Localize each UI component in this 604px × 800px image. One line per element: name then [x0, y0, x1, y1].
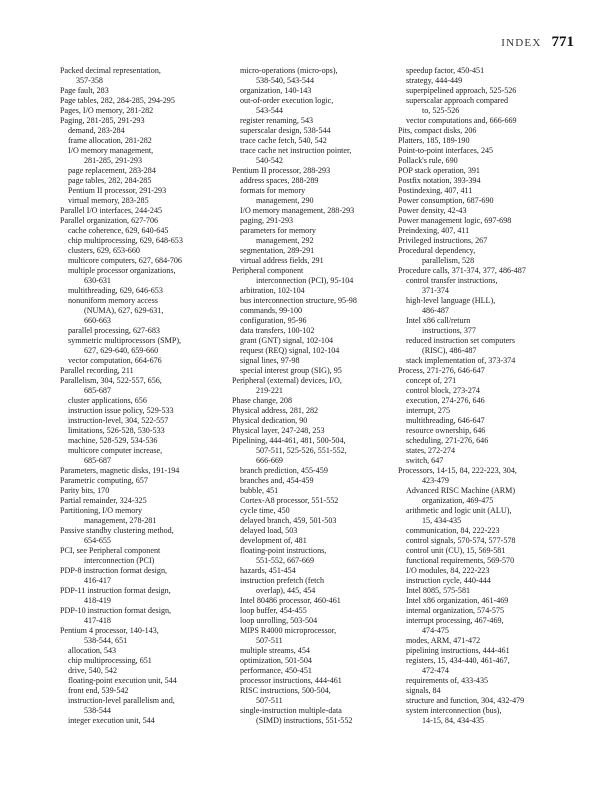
index-entry: Phase change, 208: [232, 396, 293, 405]
index-entry: chip multiprocessing, 629, 648-653: [68, 236, 183, 245]
index-entry: Parametric computing, 657: [60, 476, 148, 485]
index-entry: 14-15, 84, 434-435: [422, 716, 485, 725]
index-entry: superscalar design, 538-544: [240, 126, 331, 135]
index-entry: Parallelism, 304, 522-557, 656,: [60, 376, 162, 385]
index-entry: 660-663: [84, 316, 111, 325]
index-entry: 654-655: [84, 536, 111, 545]
index-entry: integer execution unit, 544: [68, 716, 155, 725]
index-entry: chip multiprocessing, 651: [68, 656, 152, 665]
index-entry: 219-221: [256, 386, 283, 395]
index-entry: frame allocation, 281-282: [68, 136, 152, 145]
index-entry: arithmetic and logic unit (ALU),: [406, 506, 512, 515]
index-entry: trace cache fetch, 540, 542: [240, 136, 327, 145]
index-entry: control transfer instructions,: [406, 276, 498, 285]
index-entry: delayed load, 503: [240, 526, 298, 535]
index-entry: Procedure calls, 371-374, 377, 486-487: [398, 266, 526, 275]
index-entry: organization, 469-475: [422, 496, 494, 505]
index-entry: cycle time, 450: [240, 506, 290, 515]
page-header: [501, 34, 574, 51]
index-entry: Physical dedication, 90: [232, 416, 308, 425]
index-entry: Pentium II processor, 291-293: [68, 186, 167, 195]
index-entry: system interconnection (bus),: [406, 706, 502, 715]
index-entry: MIPS R4000 microprocessor,: [240, 626, 337, 635]
index-entry: interrupt processing, 467-469,: [406, 616, 504, 625]
index-entry: branches and, 454-459: [240, 476, 314, 485]
index-entry: demand, 283-284: [68, 126, 125, 135]
index-entry: bus interconnection structure, 95-98: [240, 296, 357, 305]
index-entry: high-level language (HLL),: [406, 296, 496, 305]
index-entry: drive, 540, 542: [68, 666, 118, 675]
index-entry: virtual memory, 283-285: [68, 196, 149, 205]
index-entry: 281-285, 291-293: [84, 156, 142, 165]
index-entry: Processors, 14-15, 84, 222-223, 304,: [398, 466, 517, 475]
index-entry: instruction issue policy, 529-533: [68, 406, 174, 415]
index-entry: execution, 274-276, 646: [406, 396, 485, 405]
index-entry: reduced instruction set computers: [406, 336, 516, 345]
index-entry: Power consumption, 687-690: [398, 196, 494, 205]
index-entry: communication, 84, 222-223: [406, 526, 500, 535]
index-entry: concept of, 271: [406, 376, 457, 385]
index-entry: Passive standby clustering method,: [60, 526, 174, 535]
index-entry: Intel x86 organization, 461-469: [406, 596, 509, 605]
index-entry: I/O memory management,: [68, 146, 154, 155]
index-entry: floating-point instructions,: [240, 546, 327, 555]
index-entry: vector computations and, 666-669: [406, 116, 517, 125]
index-entry: register renaming, 543: [240, 116, 314, 125]
index-entry: Procedural dependency,: [398, 246, 476, 255]
index-entry: control unit (CU), 15, 569-581: [406, 546, 506, 555]
index-column-3: [398, 66, 574, 726]
index-entry: 538-540, 543-544: [256, 76, 314, 85]
index-entry: superscalar approach compared: [406, 96, 509, 105]
index-entry: page tables, 282, 284-285: [68, 176, 152, 185]
index-entry: resource ownership, 646: [406, 426, 486, 435]
index-entry: interconnection (PCI), 95-104: [256, 276, 354, 285]
index-entry: micro-operations (micro-ops),: [240, 66, 338, 75]
index-entry: multithreading, 646-647: [406, 416, 485, 425]
index-entry: Partitioning, I/O memory: [60, 506, 143, 515]
index-entry: pipelining instructions, 444-461: [406, 646, 510, 655]
index-entry: PDP-11 instruction format design,: [60, 586, 171, 595]
index-entry: structure and function, 304, 432-479: [406, 696, 525, 705]
index-entry: (NUMA), 627, 629-631,: [84, 306, 164, 315]
index-entry: branch prediction, 455-459: [240, 466, 328, 475]
index-entry: Process, 271-276, 646-647: [398, 366, 485, 375]
page-number: 771: [551, 34, 574, 50]
index-entry: Peripheral (external) devices, I/O,: [232, 376, 342, 385]
index-entry: Parameters, magnetic disks, 191-194: [60, 466, 180, 475]
index-entry: Postfix notation, 393-394: [398, 176, 481, 185]
index-entry: cluster applications, 656: [68, 396, 147, 405]
index-entry: 371-374: [422, 286, 449, 295]
index-entry: delayed branch, 459, 501-503: [240, 516, 337, 525]
index-entry: address spaces, 288-289: [240, 176, 319, 185]
index-entry: loop buffer, 454-455: [240, 606, 307, 615]
index-entry: strategy, 444-449: [406, 76, 463, 85]
index-entry: Power management logic, 697-698: [398, 216, 512, 225]
index-entry: 474-475: [422, 626, 449, 635]
index-entry: internal organization, 574-575: [406, 606, 505, 615]
index-column-2: [232, 66, 404, 726]
index-entry: Preindexing, 407, 411: [398, 226, 470, 235]
index-entry: allocation, 543: [68, 646, 117, 655]
index-entry: 507-511: [256, 636, 283, 645]
index-entry: 685-687: [84, 386, 111, 395]
index-entry: machine, 528-529, 534-536: [68, 436, 158, 445]
index-entry: Privileged instructions, 267: [398, 236, 488, 245]
index-entry: functional requirements, 569-570: [406, 556, 515, 565]
index-entry: Platters, 185, 189-190: [398, 136, 470, 145]
index-entry: requirements of, 433-435: [406, 676, 489, 685]
index-entry: nonuniform memory access: [68, 296, 158, 305]
index-entry: multicore computers, 627, 684-706: [68, 256, 182, 265]
index-entry: 423-479: [422, 476, 449, 485]
index-entry: superpipelined approach, 525-526: [406, 86, 517, 95]
index-entry: 486-487: [422, 306, 449, 315]
index-entry: to, 525-526: [422, 106, 460, 115]
index-entry: hazards, 451-454: [240, 566, 296, 575]
index-entry: parallel processing, 627-683: [68, 326, 160, 335]
index-entry: instruction-level, 304, 522-557: [68, 416, 169, 425]
index-entry: Parallel organization, 627-706: [60, 216, 159, 225]
index-column-1: [60, 66, 230, 726]
index-entry: PDP-8 instruction format design,: [60, 566, 168, 575]
index-entry: formats for memory: [240, 186, 306, 195]
index-entry: front end, 539-542: [68, 686, 129, 695]
index-entry: Peripheral component: [232, 266, 304, 275]
index-entry: virtual address fields, 291: [240, 256, 324, 265]
index-entry: interrupt, 275: [406, 406, 451, 415]
index-entry: 685-687: [84, 456, 111, 465]
index-entry: speedup factor, 450-451: [406, 66, 485, 75]
index-entry: configuration, 95-96: [240, 316, 307, 325]
index-entry: Pipelining, 444-461, 481, 500-504,: [232, 436, 346, 445]
index-entry: 417-418: [84, 616, 111, 625]
index-entry: development of, 481: [240, 536, 307, 545]
index-entry: Page fault, 283: [60, 86, 109, 95]
index-entry: grant (GNT) signal, 102-104: [240, 336, 334, 345]
index-entry: Partial remainder, 324-325: [60, 496, 147, 505]
index-entry: 15, 434-435: [422, 516, 462, 525]
index-entry: single-instruction multiple-data: [240, 706, 342, 715]
index-entry: Page tables, 282, 284-285, 294-295: [60, 96, 175, 105]
index-entry: Pollack's rule, 690: [398, 156, 458, 165]
index-entry: symmetric multiprocessors (SMP),: [68, 336, 182, 345]
index-entry: Pentium 4 processor, 140-143,: [60, 626, 159, 635]
index-entry: stack implementation of, 373-374: [406, 356, 516, 365]
index-entry: 538-544, 651: [84, 636, 128, 645]
index-entry: page replacement, 283-284: [68, 166, 156, 175]
index-entry: I/O memory management, 288-293: [240, 206, 355, 215]
index-entry: switch, 647: [406, 456, 444, 465]
index-entry: Postindexing, 407, 411: [398, 186, 473, 195]
index-entry: registers, 15, 434-440, 461-467,: [406, 656, 510, 665]
index-entry: 418-419: [84, 596, 111, 605]
index-entry: instruction-level parallelism and,: [68, 696, 175, 705]
index-entry: commands, 99-100: [240, 306, 303, 315]
index-entry: control signals, 570-574, 577-578: [406, 536, 516, 545]
index-entry: performance, 450-451: [240, 666, 312, 675]
index-entry: 507-511, 525-526, 551-552,: [256, 446, 347, 455]
index-entry: vector computation, 664-676: [68, 356, 162, 365]
index-entry: multiple streams, 454: [240, 646, 310, 655]
index-entry: signals, 84: [406, 686, 441, 695]
index-entry: management, 292: [256, 236, 314, 245]
index-entry: trace cache net instruction pointer,: [240, 146, 352, 155]
index-entry: loop unrolling, 503-504: [240, 616, 318, 625]
index-entry: Power density, 42-43: [398, 206, 467, 215]
index-entry: Intel 80486 processor, 460-461: [240, 596, 341, 605]
index-entry: Intel x86 call/return: [406, 316, 471, 325]
index-entry: Pits, compact disks, 206: [398, 126, 477, 135]
index-entry: interconnection (PCI): [84, 556, 155, 565]
index-entry: segmentation, 289-291: [240, 246, 315, 255]
index-entry: 507-511: [256, 696, 283, 705]
index-entry: multithreading, 629, 646-653: [68, 286, 163, 295]
index-entry: 540-542: [256, 156, 283, 165]
index-entry: optimization, 501-504: [240, 656, 312, 665]
index-entry: overlap), 445, 454: [256, 586, 316, 595]
index-entry: Packed decimal representation,: [60, 66, 161, 75]
index-entry: scheduling, 271-276, 646: [406, 436, 489, 445]
index-entry: floating-point execution unit, 544: [68, 676, 177, 685]
index-entry: management, 290: [256, 196, 314, 205]
index-entry: bubble, 451: [240, 486, 279, 495]
index-entry: processor instructions, 444-461: [240, 676, 342, 685]
index-entry: PDP-10 instruction format design,: [60, 606, 172, 615]
index-entry: limitations, 526-528, 530-533: [68, 426, 165, 435]
index-entry: Cortex-A8 processor, 551-552: [240, 496, 339, 505]
index-entry: multicore computer increase,: [68, 446, 163, 455]
index-entry: 357-358: [76, 76, 103, 85]
index-entry: signal lines, 97-98: [240, 356, 300, 365]
index-entry: control block, 273-274: [406, 386, 480, 395]
index-entry: parameters for memory: [240, 226, 316, 235]
index-entry: Advanced RISC Machine (ARM): [406, 486, 516, 495]
index-entry: instruction cycle, 440-444: [406, 576, 491, 585]
index-entry: data transfers, 100-102: [240, 326, 315, 335]
index-entry: Point-to-point interfaces, 245: [398, 146, 494, 155]
index-entry: out-of-order execution logic,: [240, 96, 334, 105]
index-entry: Paging, 281-285, 291-293: [60, 116, 145, 125]
index-entry: clusters, 629, 653-660: [68, 246, 140, 255]
index-entry: RISC instructions, 500-504,: [240, 686, 331, 695]
index-entry: Intel 8085, 575-581: [406, 586, 471, 595]
index-entry: 627, 629-640, 659-660: [84, 346, 159, 355]
index-entry: modes, ARM, 471-472: [406, 636, 481, 645]
index-entry: (SIMD) instructions, 551-552: [256, 716, 353, 725]
index-entry: states, 272-274: [406, 446, 456, 455]
index-entry: special interest group (SIG), 95: [240, 366, 342, 375]
index-entry: 472-474: [422, 666, 449, 675]
index-entry: parallelism, 528: [422, 256, 475, 265]
index-entry: 543-544: [256, 106, 283, 115]
index-entry: 416-417: [84, 576, 111, 585]
index-entry: 538-544: [84, 706, 111, 715]
index-entry: Pages, I/O memory, 281-282: [60, 106, 154, 115]
index-entry: Parallel recording, 211: [60, 366, 134, 375]
running-head: INDEX: [501, 37, 542, 49]
index-entry: (RISC), 486-487: [422, 346, 477, 355]
index-entry: organization, 140-143: [240, 86, 312, 95]
index-entry: 666-669: [256, 456, 283, 465]
index-entry: arbitration, 102-104: [240, 286, 305, 295]
index-entry: POP stack operation, 391: [398, 166, 480, 175]
index-entry: Physical address, 281, 282: [232, 406, 319, 415]
index-entry: cache coherence, 629, 640-645: [68, 226, 169, 235]
index-entry: management, 278-281: [84, 516, 157, 525]
index-entry: paging, 291-293: [240, 216, 294, 225]
index-entry: request (REQ) signal, 102-104: [240, 346, 340, 355]
index-entry: multiple processor organizations,: [68, 266, 176, 275]
index-entry: Physical layer, 247-248, 253: [232, 426, 325, 435]
index-entry: Pentium II processor, 288-293: [232, 166, 331, 175]
index-entry: I/O modules, 84, 222-223: [406, 566, 490, 575]
index-entry: PCI, see Peripheral component: [60, 546, 161, 555]
index-entry: instruction prefetch (fetch: [240, 576, 325, 585]
index-entry: Parity bits, 170: [60, 486, 110, 495]
index-entry: 630-631: [84, 276, 111, 285]
index-entry: Parallel I/O interfaces, 244-245: [60, 206, 163, 215]
index-entry: 551-552, 667-669: [256, 556, 314, 565]
index-entry: instructions, 377: [422, 326, 476, 335]
